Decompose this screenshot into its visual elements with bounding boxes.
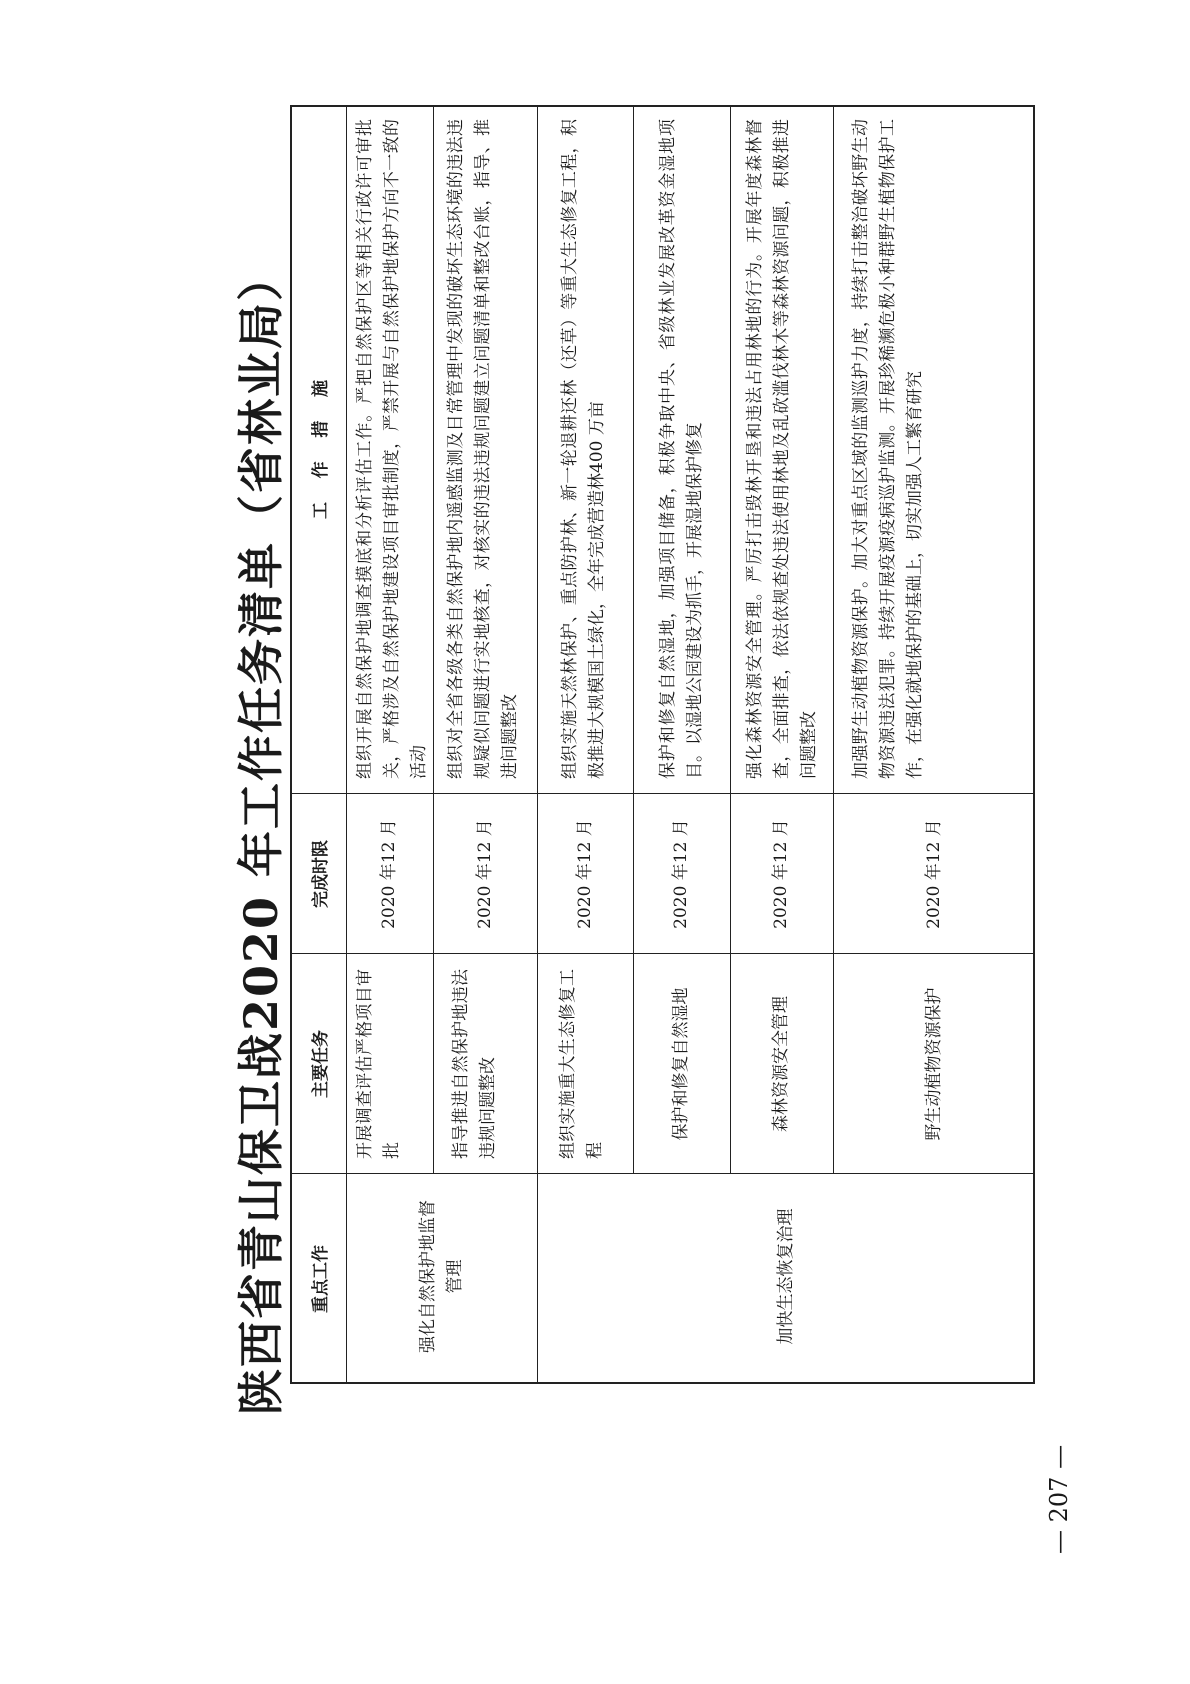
header-key-work: 重点工作 — [310, 1245, 331, 1313]
deadline-cell: 2020 年12 月 — [474, 819, 495, 929]
main-task-cell: 指导推进自然保护地违法违规问题整改 — [451, 969, 498, 1159]
group-divider — [537, 105, 538, 1384]
measures-cell: 强化森林资源安全管理。严厉打击毁林开垦和违法占用林地的行为。开展年度森林督查，全面排查，依法依规查处违法使用林地及乱砍滥伐林木等森林资源问题，积极推进问题整改 — [745, 119, 819, 779]
deadline-cell: 2020 年12 月 — [379, 819, 399, 929]
header-deadline: 完成时限 — [310, 840, 331, 908]
row-divider — [433, 105, 434, 1174]
measures-cell: 组织对全省各级各类自然保护地内遥感监测及日常管理中发现的破坏生态环境的违法违规疑似问题进行实地核查，对核实的违法违规问题建立问题清单和整改台账，指导、推进问题整改 — [446, 119, 520, 779]
main-task-cell: 野生动植物资源保护 — [923, 987, 944, 1141]
main-task-cell: 保护和修复自然湿地 — [671, 987, 691, 1141]
main-task-cell: 森林资源安全管理 — [771, 996, 791, 1132]
deadline-cell: 2020 年12 月 — [771, 819, 791, 929]
deadline-cell: 2020 年12 月 — [574, 819, 595, 929]
measures-cell: 保护和修复自然湿地，加强项目储备，积极争取中央、省级林业发展改革资金湿地项目。以湿地公园建设为抓手，开展湿地保护修复 — [658, 119, 705, 779]
measures-cell: 加强野生动植物资源保护。加大对重点区域的监测巡护力度，持续打击整治破坏野生动物资源违法犯罪。持续开展疫源疫病巡护监测。开展珍稀濒危极小种群野生植物保护工作，在强化就地保护的基础上，切实加强人工繁育研究 — [851, 119, 925, 779]
key-work-cell: 加快生态恢复治理 — [775, 1208, 796, 1345]
header-divider — [346, 105, 347, 1384]
header-measures: 工 作 措 施 — [310, 379, 331, 520]
key-work-cell: 强化自然保护地监督管理 — [417, 1200, 465, 1353]
measures-cell: 组织开展自然保护地调查摸底和分析评估工作。严把自然保护区等相关行政许可审批关，严格涉及自然保护地建设项目审批制度，严禁开展与自然保护地保护方向不一致的活动 — [355, 119, 429, 779]
column-divider — [290, 1173, 1035, 1174]
deadline-cell: 2020 年12 月 — [671, 819, 691, 929]
main-task-cell: 组织实施重大生态修复工程 — [558, 969, 605, 1159]
main-task-cell: 开展调查评估严格项目审批 — [355, 969, 402, 1159]
deadline-cell: 2020 年12 月 — [923, 819, 944, 929]
measures-cell: 组织实施天然林保护、重点防护林、新一轮退耕还林（还草）等重大生态修复工程，积极推进大规模国土绿化，全年完成营造林400 万亩 — [560, 119, 607, 779]
page-title: 陕西省青山保卫战2020 年工作任务清单（省林业局） — [234, 252, 288, 1416]
header-main-task: 主要任务 — [310, 1030, 331, 1098]
page-number: — 207 — — [1045, 1444, 1073, 1554]
